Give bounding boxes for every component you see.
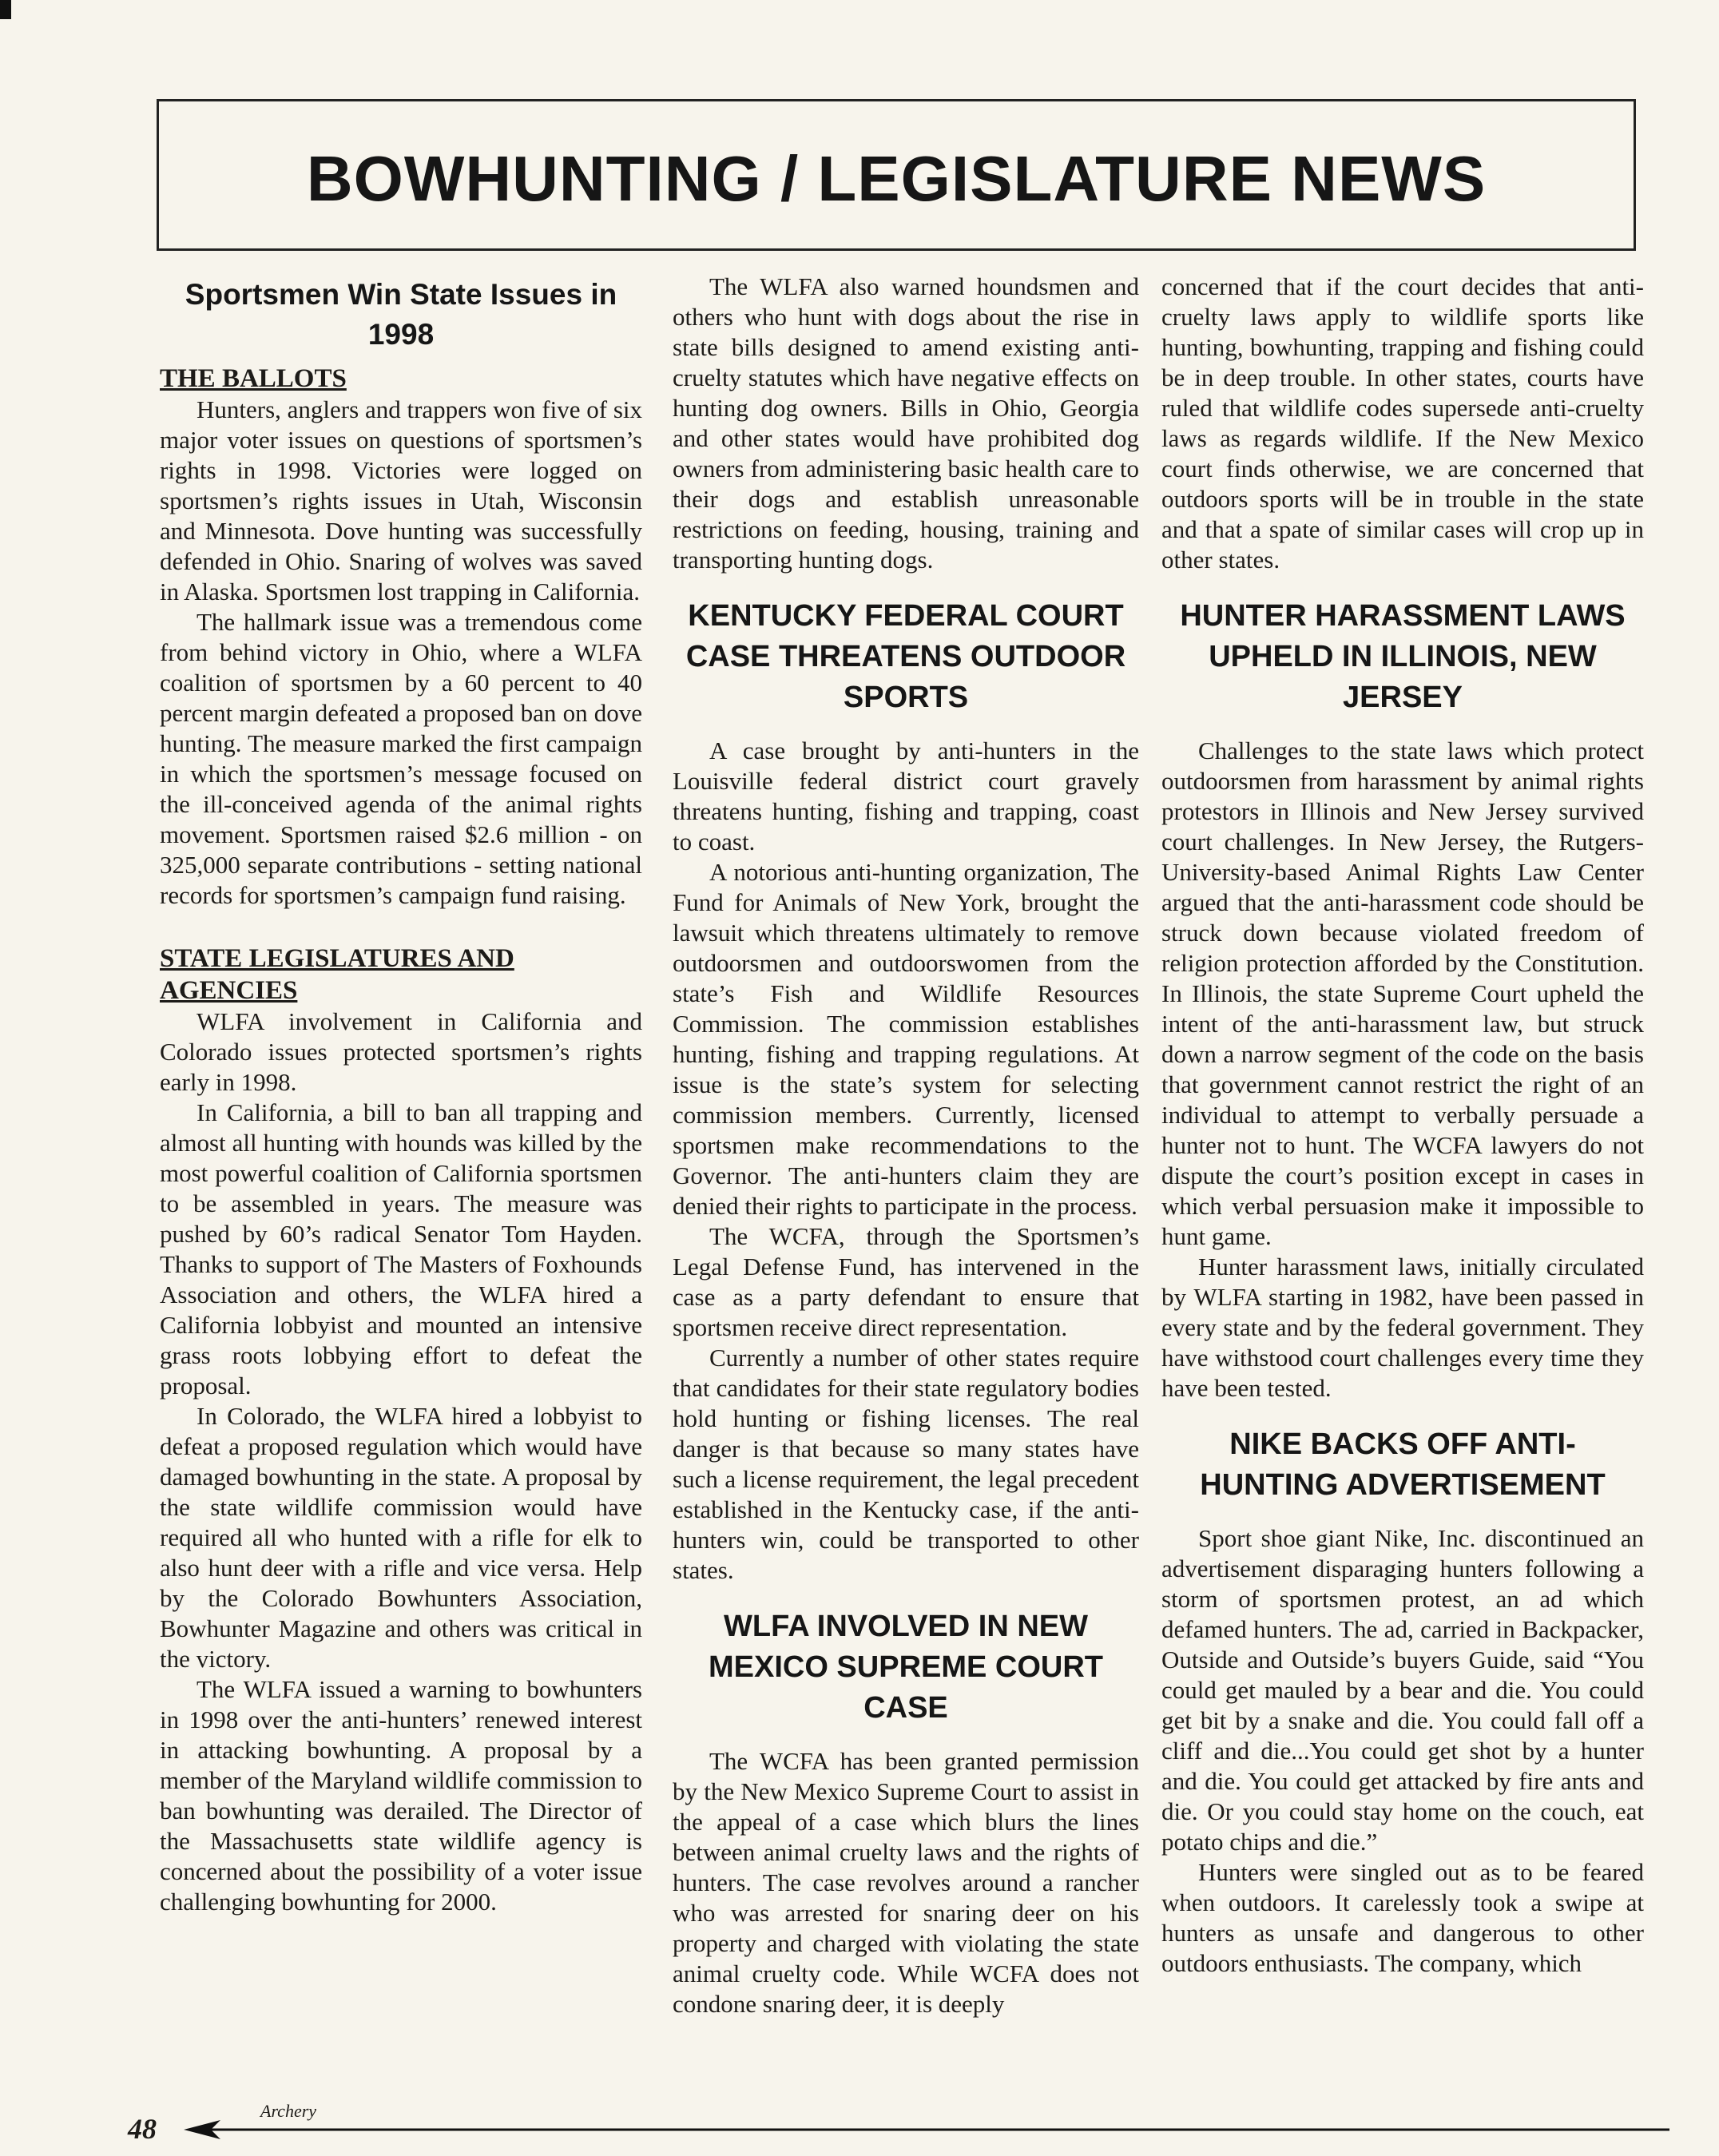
corner-registration-mark (0, 0, 11, 19)
article-paragraph: Challenges to the state laws which protect outdoorsmen from harassment by animal rights protestors in Illinois and New Jersey survived court challenges. In New Jersey, the Rutgers-University-based Animal Rights Law Center argued that the anti-harassment code should be struck down because violated freedom of religion protection afforded by the Constitution. In Illinois, the state Supreme Court upheld the intent of the anti-harassment law, but struck down a narrow segment of the code on the basis that government cannot restrict the right of an individual to attempt to verbally persuade a hunter not to hunt. The WCFA lawyers do not dispute the court’s position except in cases in which verbal persuasion make it impossible to hunt game. (1161, 737, 1644, 1250)
section-label-ballots: THE BALLOTS (160, 364, 347, 393)
article-paragraph: Sport shoe giant Nike, Inc. discontinued an advertisement disparaging hunters following a storm of sportsmen protest, an ad which defamed hunters. The ad, carried in Backpacker, Outside and Outside’s buyers Guide, said “You could get mauled by a bear and die. You could get bit by a snake and die. You could fall off a cliff and die...You could get shot by a hunter and die. You could get attacked by fire ants and die. Or you could stay home on the couch, eat potato chips and die.” (1161, 1524, 1644, 1856)
footer-arrow-rule (184, 2114, 1669, 2146)
column-1 (160, 272, 642, 1917)
article-paragraph: The hallmark issue was a tremendous come from behind victory in Ohio, where a WLFA coalition of sportsmen by a 60 percent to 40 percent margin defeated a proposed ban on dove hunting. The measure marked the first campaign in which the sportsmen’s message focused on the ill-conceived agenda of the animal rights movement. Sportsmen raised $2.6 million - on 325,000 separate contributions - setting national records for sportsmen’s campaign fund raising. (160, 608, 642, 909)
article-paragraph: In Colorado, the WLFA hired a lobbyist to defeat a proposed regulation which would have damaged bowhunting in the state. A proposal by the state wildlife commission would have required all who hunted with a rifle for elk to also hunt deer with a rifle and vice versa. Help by the Colorado Bowhunters Association, Bowhunter Magazine and others was critical in the victory. (160, 1402, 642, 1673)
column-2 (673, 272, 1139, 2019)
article-paragraph: Hunters were singled out as to be feared when outdoors. It carelessly took a swipe at hunters as unsafe and dangerous to other outdoors enthusiasts. The company, which (1161, 1858, 1644, 1977)
article-paragraph: A notorious anti-hunting organization, The Fund for Animals of New York, brought the lawsuit which threatens ultimately to remove outdoorsmen and outdoorswomen from the state’s Fish and Wildlife Resources Commission. The commission establishes hunting, fishing and trapping regulations. At issue is the state’s system for selecting commission members. Currently, licensed sportsmen make recommendations to the Governor. The anti-hunters claim they are denied their rights to participate in the process. (673, 858, 1139, 1220)
article-headline-sportsmen-win: Sportsmen Win State Issues in 1998 (185, 278, 617, 351)
magazine-name: Archery (260, 2101, 317, 2121)
article-paragraph: WLFA involvement in California and Colorado issues protected sportsmen’s rights early in 1998. (160, 1007, 642, 1096)
column-3 (1161, 272, 1644, 1979)
article-headline-kentucky: KENTUCKY FEDERAL COURT CASE THREATENS OUTDOOR SPORTS (685, 599, 1126, 714)
article-headline-hunter-harassment: HUNTER HARASSMENT LAWS UPHELD IN ILLINOIS, NEW JERSEY (1180, 599, 1626, 714)
article-paragraph: In California, a bill to ban all trapping and almost all hunting with hounds was killed by the most powerful coalition of California sportsmen to be assembled in years. The measure was pushed by 60’s radical Senator Tom Hayden. Thanks to support of The Masters of Foxhounds Association and others, the WLFA hired a California lobbyist and mounted an intensive grass roots lobbying effort to defeat the proposal. (160, 1098, 642, 1400)
article-paragraph: Hunter harassment laws, initially circulated by WLFA starting in 1982, have been passed in every state and by the federal government. They have withstood court challenges every time they have been tested. (1161, 1253, 1644, 1402)
article-paragraph: The WCFA, through the Sportsmen’s Legal Defense Fund, has intervened in the case as a party defendant to ensure that sportsmen receive direct representation. (673, 1222, 1139, 1341)
article-paragraph: The WLFA also warned houndsmen and others who hunt with dogs about the rise in state bills designed to amend existing anti-cruelty statutes which have negative effects on hunting dog owners. Bills in Ohio, Georgia and other states would have prohibited dog owners from administering basic health care to their dogs and establish unreasonable restrictions on feeding, housing, training and transporting hunting dogs. (673, 272, 1139, 574)
page-footer (112, 2101, 1638, 2149)
article-paragraph: The WLFA issued a warning to bowhunters in 1998 over the anti-hunters’ renewed interest in attacking bowhunting. A proposal by a member of the Maryland wildlife commission to ban bowhunting was derailed. The Director of the Massachusetts state wildlife agency is concerned about the possibility of a voter issue challenging bowhunting for 2000. (160, 1675, 642, 1916)
page-title: BOWHUNTING / LEGISLATURE NEWS (306, 143, 1487, 214)
article-headline-nike: NIKE BACKS OFF ANTI-HUNTING ADVERTISEMENT (1200, 1427, 1606, 1502)
article-paragraph: concerned that if the court decides that anti-cruelty laws apply to wildlife sports like hunting, bowhunting, trapping and fishing could be in deep trouble. In other states, courts have ruled that wildlife codes supersede anti-cruelty laws as regards wildlife. If the New Mexico court finds otherwise, we are concerned that outdoors sports will be in trouble in the state and that a spate of similar cases will crop up in other states. (1161, 272, 1644, 574)
article-headline-new-mexico: WLFA INVOLVED IN NEW MEXICO SUPREME COURT CASE (708, 1610, 1104, 1725)
article-paragraph: A case brought by anti-hunters in the Louisville federal district court gravely threatens hunting, fishing and trapping, coast to coast. (673, 737, 1139, 856)
article-paragraph: Currently a number of other states require that candidates for their state regulatory bodies hold hunting or fishing licenses. The real danger is that because so many states have such a license requirement, the legal precedent established in the Kentucky case, if the anti-hunters win, could be transported to other states. (673, 1344, 1139, 1584)
section-label-legislatures: STATE LEGISLATURES AND AGENCIES (160, 944, 514, 1005)
article-paragraph: The WCFA has been granted permission by the New Mexico Supreme Court to assist in the appeal of a case which blurs the lines between animal cruelty laws and the rights of hunters. The case revolves around a rancher who was arrested for snaring deer on his property and charged with violating the state animal cruelty code. While WCFA does not condone snaring deer, it is deeply (673, 1747, 1139, 2018)
article-paragraph: Hunters, anglers and trappers won five of six major voter issues on questions of sportsmen’s rights in 1998. Victories were logged on sportsmen’s rights issues in Utah, Wisconsin and Minnesota. Dove hunting was successfully defended in Ohio. Snaring of wolves was saved in Alaska. Sportsmen lost trapping in California. (160, 395, 642, 606)
page-title-box (157, 99, 1636, 251)
page-number: 48 (128, 2113, 157, 2145)
